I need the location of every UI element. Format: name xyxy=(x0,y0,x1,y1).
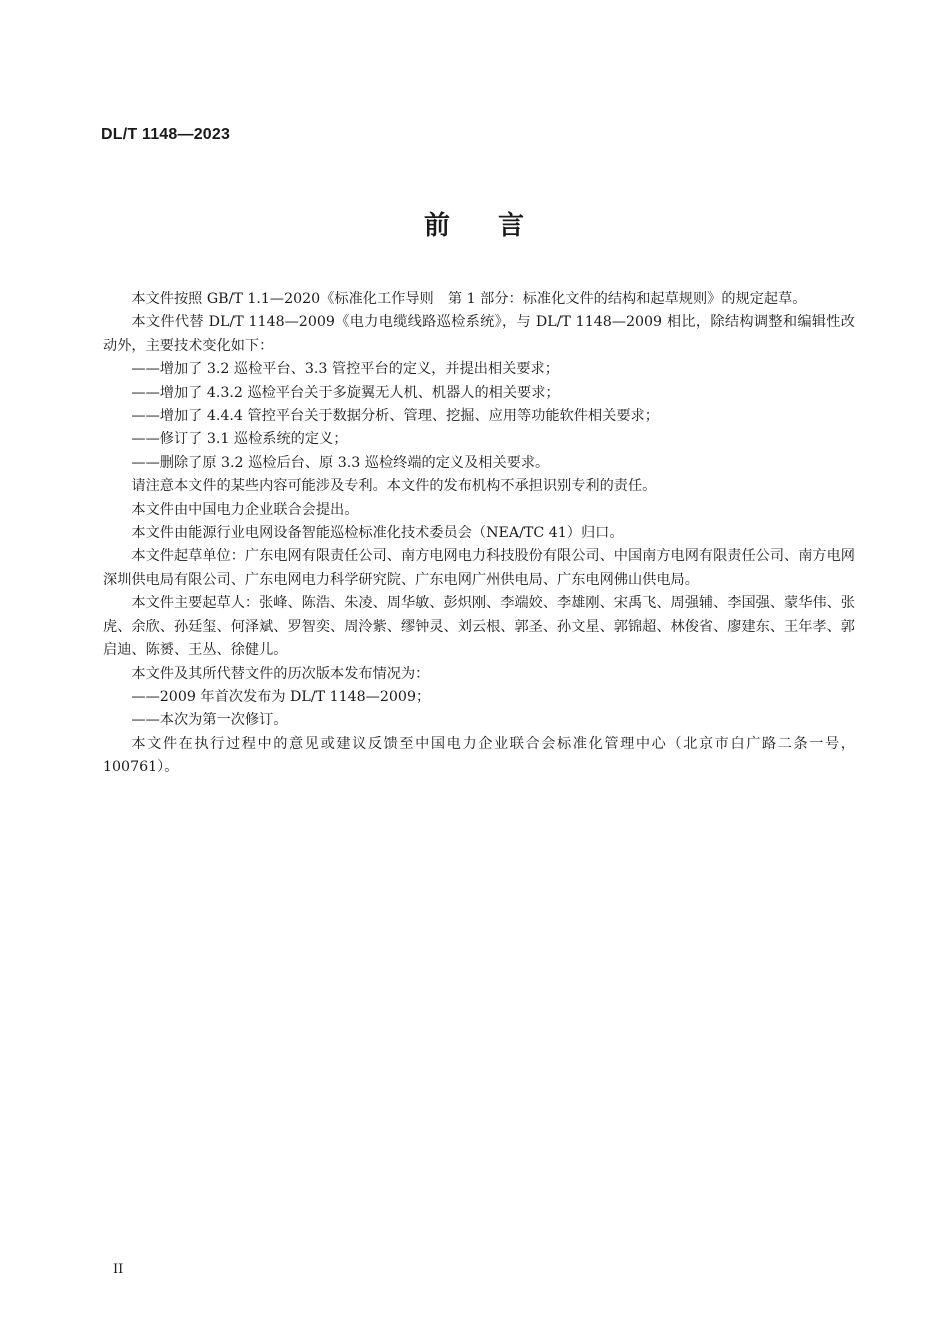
paragraph-drafting-basis: 本文件按照 GB/T 1.1—2020《标准化工作导则 第 1 部分：标准化文件的结构和起草规则》的规定起草。 xyxy=(131,291,807,307)
paragraph-proposer: 本文件由中国电力企业联合会提出。 xyxy=(131,501,359,518)
change-item: ——增加了 3.2 巡检平台、3.3 管控平台的定义，并提出相关要求； xyxy=(131,361,559,378)
version-item: ——2009 年首次发布为 DL/T 1148—2009； xyxy=(131,688,431,705)
paragraph-drafting-units: 本文件起草单位：广东电网有限责任公司、南方电网电力科技股份有限公司、中国南方电网有限责任公司、南方电网深圳供电局有限公司、广东电网电力科学研究院、广东电网广州供电局、广东电网佛山供电局。 xyxy=(103,548,855,588)
change-item: ——修订了 3.1 巡检系统的定义； xyxy=(131,431,348,448)
paragraph-replacement: 本文件代替 DL/T 1148—2009《电力电缆线路巡检系统》，与 DL/T 1148—2009 相比，除结构调整和编辑性改动外，主要技术变化如下： xyxy=(103,314,855,354)
paragraph-feedback: 本文件在执行过程中的意见或建议反馈至中国电力企业联合会标准化管理中心（北京市白广路二条一号，100761）。 xyxy=(103,735,855,776)
paragraph-drafters: 本文件主要起草人：张峰、陈浩、朱凌、周华敏、彭炽刚、李端姣、李雄刚、宋禹飞、周强辅、李国强、蒙华伟、张虎、余欣、孙廷玺、何泽斌、罗智奕、周泠紫、缪钟灵、刘云根、郭圣、孙文星、郭锦超、林俊省、廖建东、王年孝、郭启迪、陈赟、王丛、徐健儿。 xyxy=(103,595,855,659)
version-item: ——本次为第一次修订。 xyxy=(131,712,288,729)
page-title xyxy=(0,205,950,242)
paragraph-patent-notice: 请注意本文件的某些内容可能涉及专利。本文件的发布机构不承担识别专利的责任。 xyxy=(131,478,657,495)
foreword-body xyxy=(103,288,855,780)
document-code: DL/T 1148—2023 xyxy=(101,126,231,143)
paragraph-version-history: 本文件及其所代替文件的历次版本发布情况为： xyxy=(131,665,430,682)
change-item: ——增加了 4.3.2 巡检平台关于多旋翼无人机、机器人的相关要求； xyxy=(131,384,560,401)
page-number: II xyxy=(113,1262,124,1277)
page-title-char-2: 言 xyxy=(498,211,527,241)
paragraph-committee: 本文件由能源行业电网设备智能巡检标准化技术委员会（NEA/TC 41）归口。 xyxy=(131,525,624,542)
change-item: ——增加了 4.4.4 管控平台关于数据分析、管理、挖掘、应用等功能软件相关要求； xyxy=(131,408,659,425)
change-item: ——删除了原 3.2 巡检后台、原 3.3 巡检终端的定义及相关要求。 xyxy=(131,454,550,471)
page-title-char-1: 前 xyxy=(423,211,452,241)
